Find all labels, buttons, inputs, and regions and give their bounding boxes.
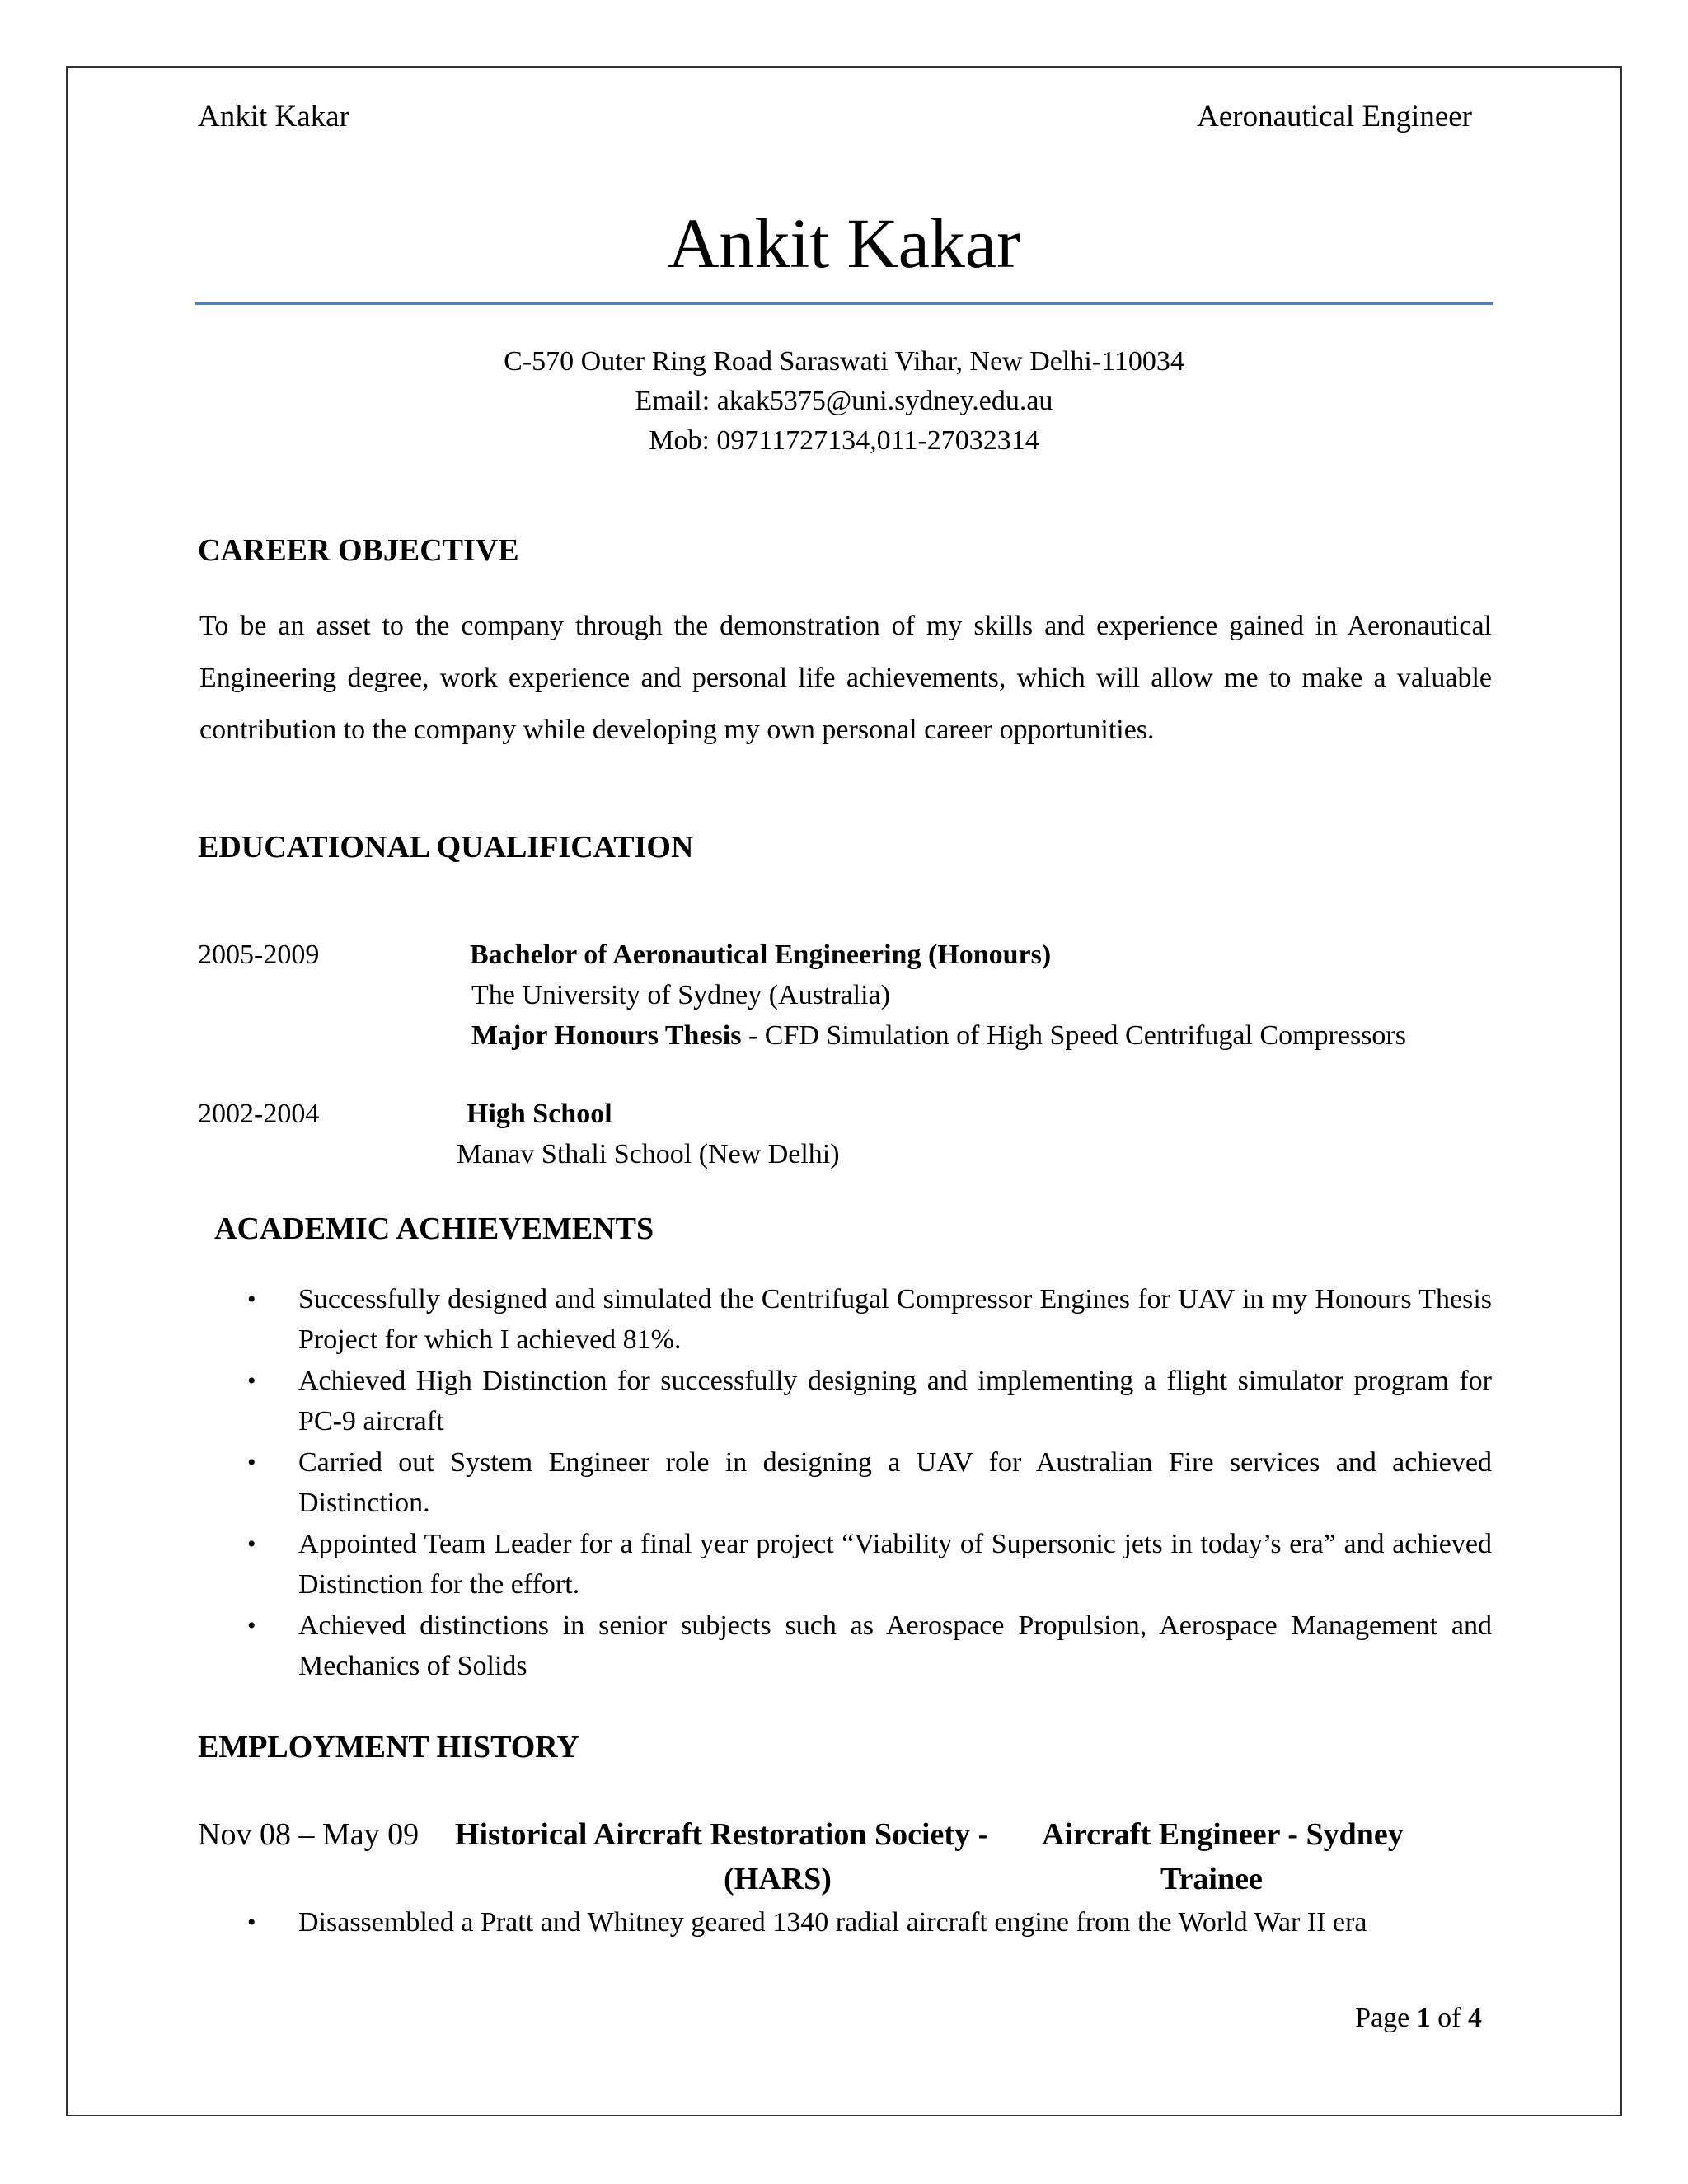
contact-mobile: Mob: 09711727134,011-27032314 [649,425,1039,456]
list-item: • Achieved High Distinction for successfully designing and implementing a flight simulator program for PC-9 aircraft [0,1361,1492,1441]
employment-org-abbrev: (HARS) [724,1862,832,1896]
career-text: To be an asset to the company through the demonstration of my skills and experience gained in Aeronautical Engineering degree, work experience and personal life achievements, which will allow me to make a valuable contribution to the company while developing my own personal career opportunities. [199,611,1492,745]
employment-heading: EMPLOYMENT HISTORY [198,1730,579,1765]
employment-list [0,1902,1492,1943]
list-item: • Successfully designed and simulated the Centrifugal Compressor Engines for UAV in my Honours Thesis Project for which I achieved 81%. [0,1279,1492,1360]
list-item: • Disassembled a Pratt and Whitney geared 1340 radial aircraft engine from the World War II era [0,1902,1492,1943]
thesis-label: Major Honours Thesis [471,1020,742,1051]
achievements-heading: ACADEMIC ACHIEVEMENTS [214,1212,654,1246]
employment-dates: Nov 08 – May 09 [198,1817,420,1852]
education-degree: Bachelor of Aeronautical Engineering (Honours) [470,940,1052,970]
education-degree: High School [467,1099,612,1129]
page-prefix: Page [1355,2003,1417,2033]
page-total: 4 [1468,2003,1482,2033]
career-heading: CAREER OBJECTIVE [198,533,519,568]
education-thesis [471,1020,1406,1052]
education-years: 2005-2009 [198,940,320,970]
page-number [1355,2003,1482,2034]
employment-role: Aircraft Engineer - Sydney [1042,1817,1404,1852]
header-title: Aeronautical Engineer [1197,100,1472,134]
list-item: • Appointed Team Leader for a final year project “Viability of Supersonic jets in today’s era” and achieved Distinction for the effort. [0,1524,1492,1605]
employment-role-cont: Trainee [1160,1862,1263,1896]
page-mid: of [1430,2003,1468,2033]
education-heading: EDUCATIONAL QUALIFICATION [198,830,694,865]
name-divider [195,302,1493,305]
contact-email: Email: akak5375@uni.sydney.edu.au [635,386,1053,416]
resume-name: Ankit Kakar [668,204,1020,283]
list-item: • Carried out System Engineer role in designing a UAV for Australian Fire services and achieved Distinction. [0,1442,1492,1523]
thesis-text: - CFD Simulation of High Speed Centrifugal Compressors [741,1020,1406,1051]
list-item: • Achieved distinctions in senior subjects such as Aerospace Propulsion, Aerospace Management and Mechanics of Solids [0,1605,1492,1686]
education-institution: The University of Sydney (Australia) [471,980,890,1010]
education-institution: Manav Sthali School (New Delhi) [457,1139,840,1169]
employment-org: Historical Aircraft Restoration Society - [455,1817,989,1852]
achievements-list [0,1279,1492,1687]
contact-address: C-570 Outer Ring Road Saraswati Vihar, New Delhi-110034 [504,346,1184,377]
education-years: 2002-2004 [198,1099,320,1129]
header-name: Ankit Kakar [198,100,349,134]
page-current: 1 [1416,2003,1431,2033]
